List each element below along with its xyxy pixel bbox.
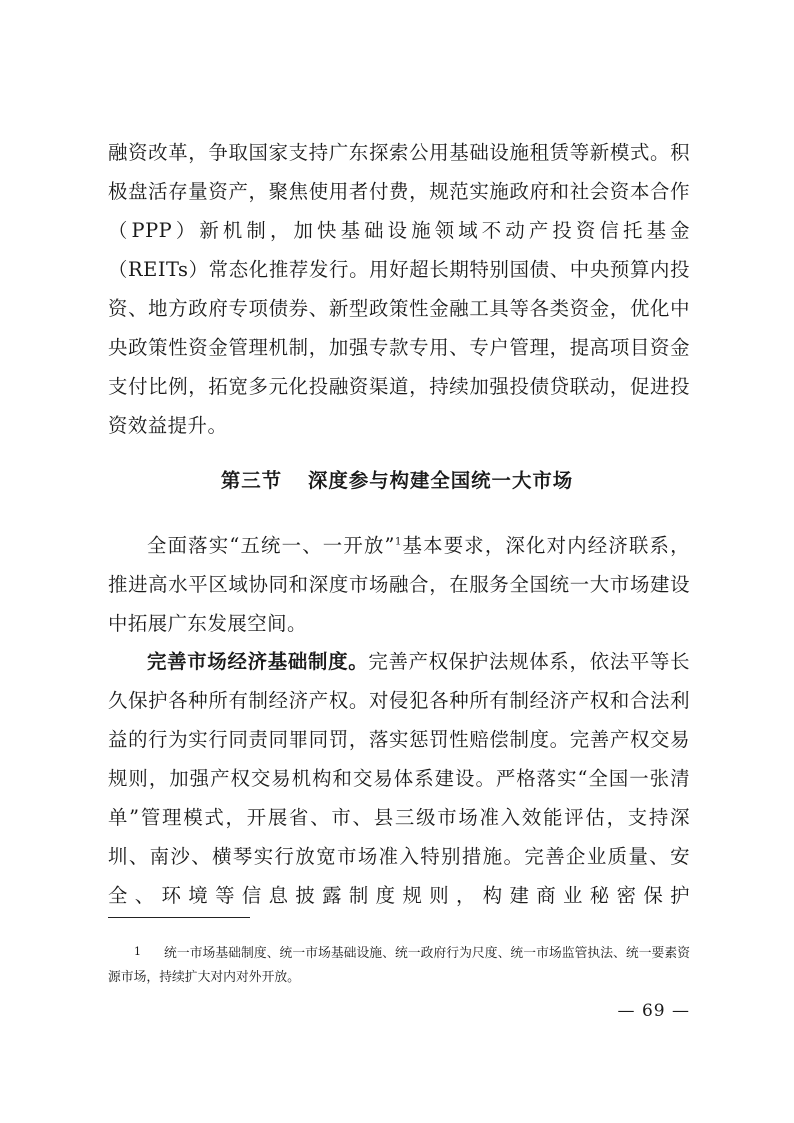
paragraph-market-foundation [108,642,690,915]
footnote-reference[interactable]: 1 [394,536,402,548]
footnote-mark: 1 [134,945,141,958]
paragraph-text: 完善产权保护法规体系，依法平等长久保护各种所有制经济产权。对侵犯各种所有制经济产权和合法利益的行为实行同责同罪同罚，落实惩罚性赔偿制度。完善产权交易规则，加强产权交易机构和交易体系建设。严格落实“全国一张清单”管理模式，开展省、市、县三级市场准入效能评估，支持深圳、南沙、横琴实行放宽市场准入特别措施。完善企业质量、安全、环境等信息披露制度规则，构建商业秘密保护 [108,650,691,907]
section-number: 第三节 [220,469,283,492]
paragraph-investment-financing [108,133,690,445]
section-title: 深度参与构建全国统一大市场 [308,469,574,492]
section-heading [0,466,794,496]
footnote-text: 统一市场基础制度、统一市场基础设施、统一政府行为尺度、统一市场监管执法、统一要素资源市场，持续扩大对内对外开放。 [108,946,690,985]
paragraph-text: 全面落实“五统一、一开放” [147,534,395,557]
paragraph-text: 融资改革，争取国家支持广东探索公用基础设施租赁等新模式。积极盘活存量资产，聚焦使用者付费，规范实施政府和社会资本合作（PPP）新机制，加快基础设施领域不动产投资信托基金（REITs）常态化推荐发行。用好超长期特别国债、中央预算内投资、地方政府专项债券、新型政策性金融工具等各类资金，优化中央政策性资金管理机制，加强专款专用、专户管理，提高项目资金支付比例，拓宽多元化投融资渠道，持续加强投债贷联动，促进投资效益提升。 [108,141,690,437]
page-number: — 69 — [617,1001,690,1021]
paragraph-unified-market-intro [108,526,690,643]
footnote-separator [108,917,250,918]
paragraph-text: 基本要求，深化对内经济联系，推进高水平区域协同和深度市场融合，在服务全国统一大市场建设中拓展广东发展空间。 [108,534,691,635]
footnote [108,940,690,990]
paragraph-lead-bold: 完善市场经济基础制度。 [147,650,369,673]
